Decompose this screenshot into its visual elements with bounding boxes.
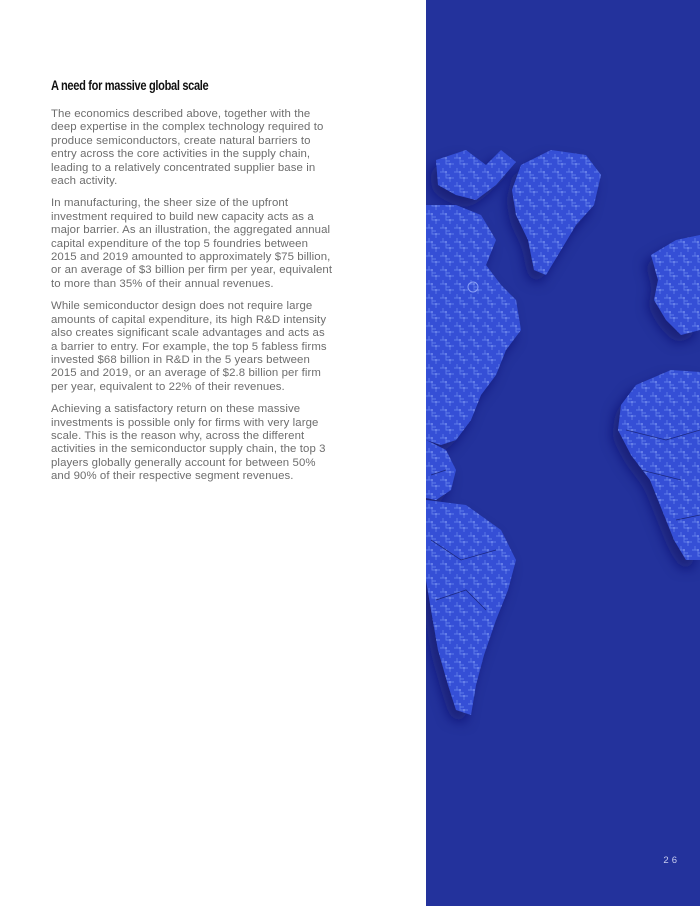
article-column [51, 78, 333, 493]
paragraph-2: In manufacturing, the sheer size of the upfront investment required to build new capacity acts as a major barrier. As an illustration, the aggregated annual capital expenditure of the top 5 foundries between 2015 and 2019 amounted to approximately $75 billion, or an average of $3 billion per firm per year, equivalent to more than 35% of their annual revenues. [51, 197, 333, 290]
paragraph-3: While semiconductor design does not require large amounts of capital expenditure, its high R&D intensity also creates significant scale advantages and acts as a barrier to entry. For example, the top 5 fabless firms invested $68 billion in R&D in the 5 years between 2015 and 2019, or an average of $2.8 billion per firm per year, equivalent to 22% of their revenues. [51, 300, 327, 393]
paragraph-4: Achieving a satisfactory return on these massive investments is possible only for firms with very large scale. This is the reason why, across the different activities in the semiconductor supply chain, the top 3 players globally generally account for between 50% and 90% of their respective segment revenues. [51, 403, 326, 483]
section-heading: A need for massive global scale [51, 78, 209, 93]
circuit-world-map-illustration [426, 0, 700, 906]
page-number: 26 [663, 855, 680, 866]
paragraph-1: The economics described above, together with the deep expertise in the complex technology required to produce semiconductors, create natural barriers to entry across the core activities in the supply chain, leading to a relatively concentrated supplier base in each activity. [51, 108, 324, 188]
world-map-image [426, 0, 700, 906]
